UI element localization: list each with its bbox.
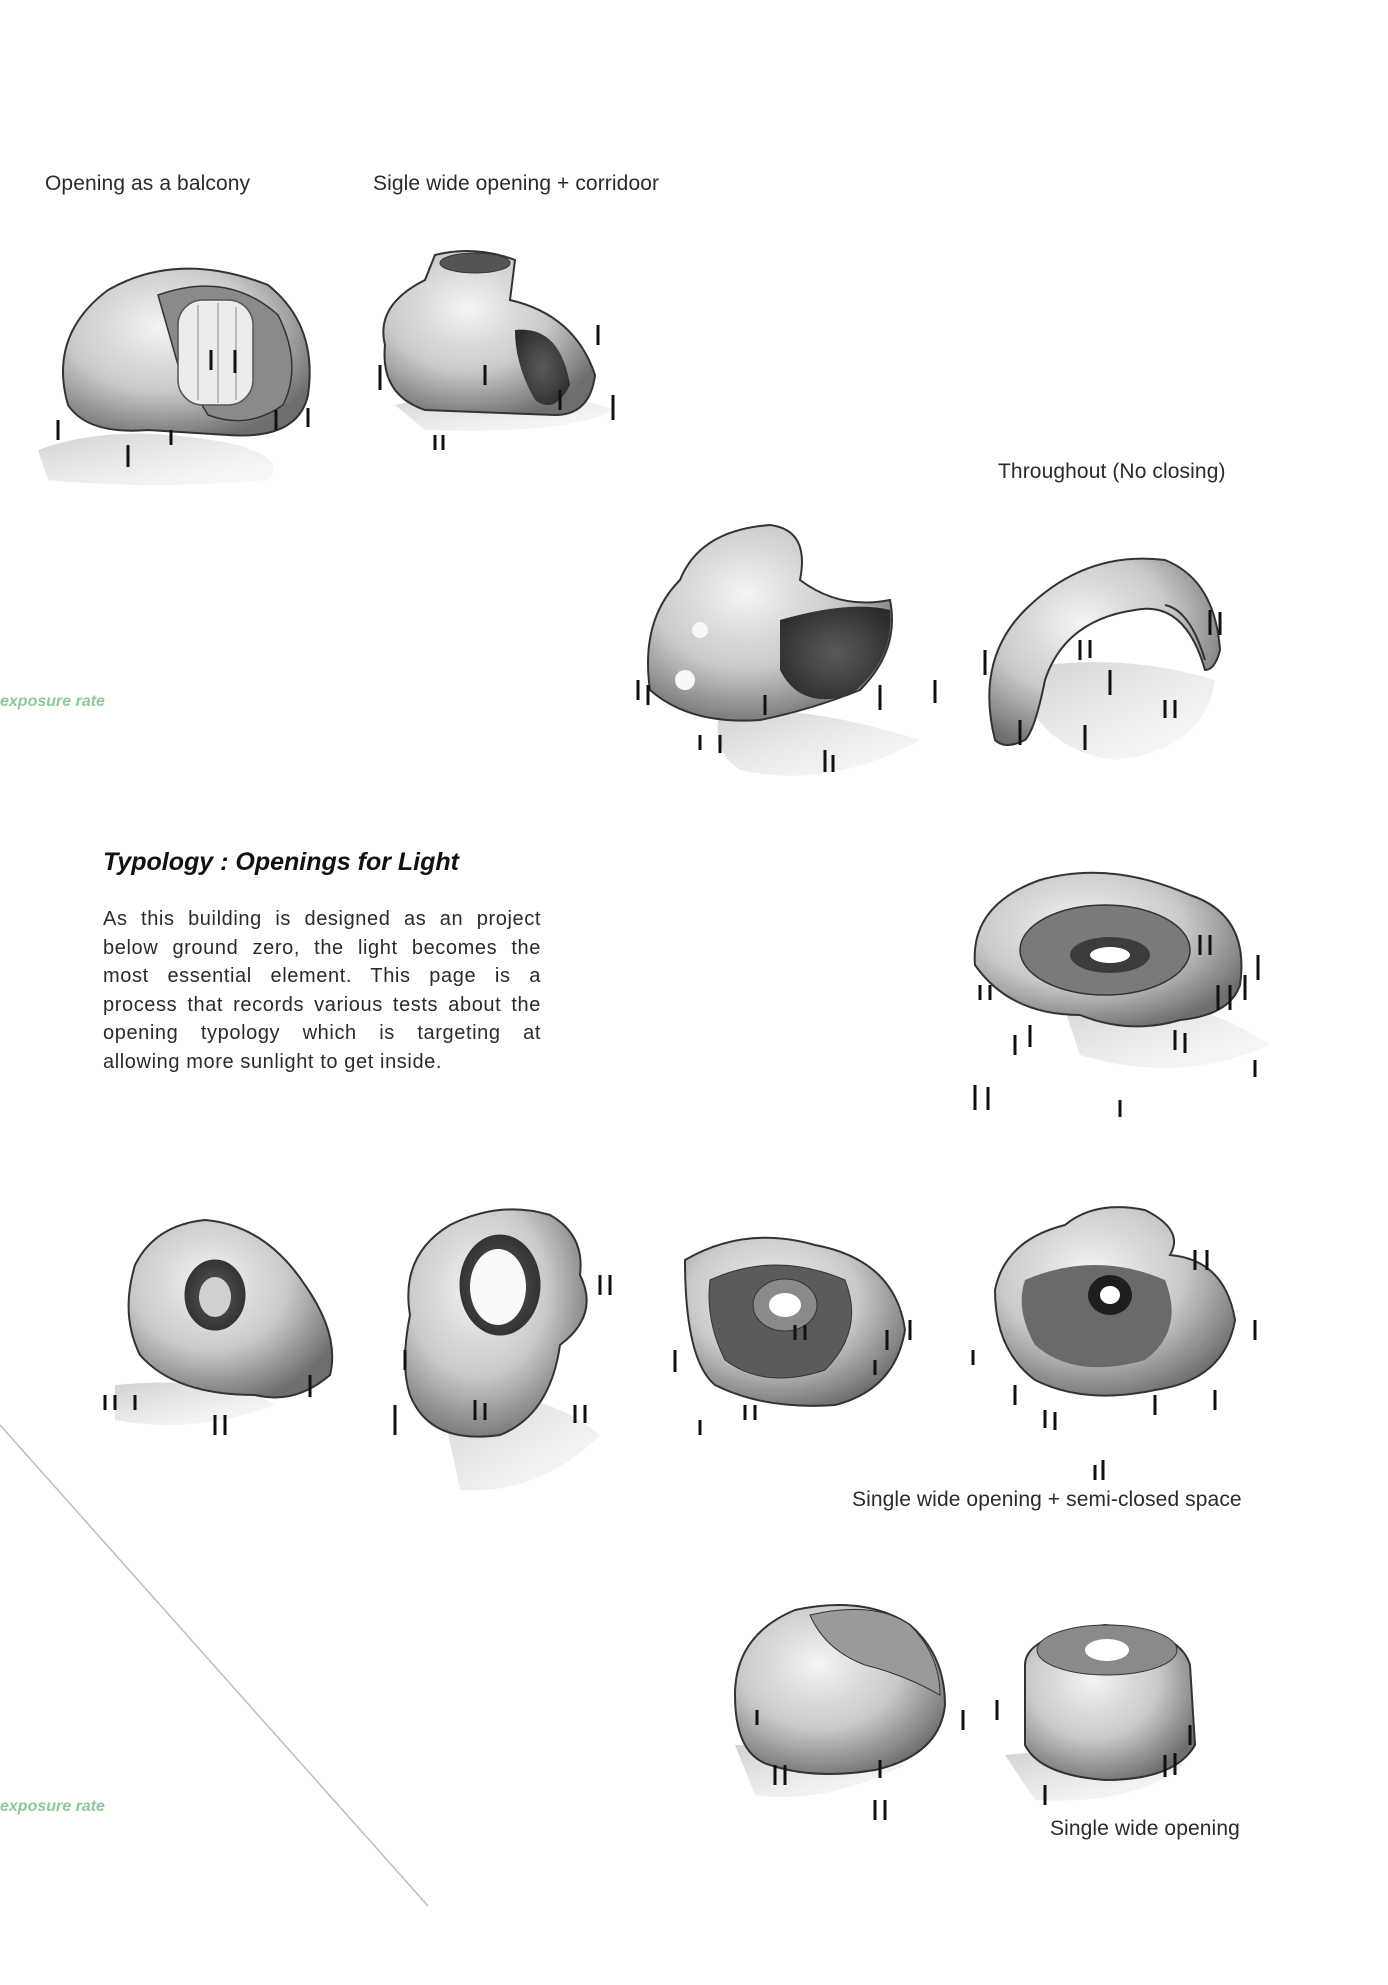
caption-throughout-no-closing: Throughout (No closing) [998,460,1226,483]
sketch-throughout-left [630,510,950,790]
side-label-exposure-rate-upper: exposure rate [0,693,105,710]
sketch-bottom-shell-4 [955,1190,1275,1480]
side-label-exposure-rate-lower: exposure rate [0,1798,105,1815]
sketch-throughout-right [965,540,1245,790]
caption-single-wide-opening-corridor: Sigle wide opening + corridoor [373,172,660,195]
caption-opening-as-balcony: Opening as a balcony [45,172,251,195]
sketch-bottom-shell-1 [95,1205,355,1445]
caption-single-wide-opening-semi-closed: Single wide opening + semi-closed space [852,1488,1242,1511]
section-title: Typology : Openings for Light [103,848,459,876]
sketch-balcony-shell [28,245,328,490]
sketch-bottom-shell-3 [665,1220,925,1450]
sketch-single-opening-left [675,1595,975,1825]
sketch-donut-shell [960,855,1300,1135]
sketch-single-opening-right [985,1605,1225,1815]
sketch-bottom-shell-2 [380,1195,630,1505]
sketch-corridor-shell [365,245,635,460]
caption-single-wide-opening: Single wide opening [1050,1817,1240,1840]
section-body-text: As this building is designed as an project below ground zero, the light becomes the most essential element. This page is a process that records various tests about the opening typology which is targeting at allowing more sunlight to get inside. [103,908,541,1073]
